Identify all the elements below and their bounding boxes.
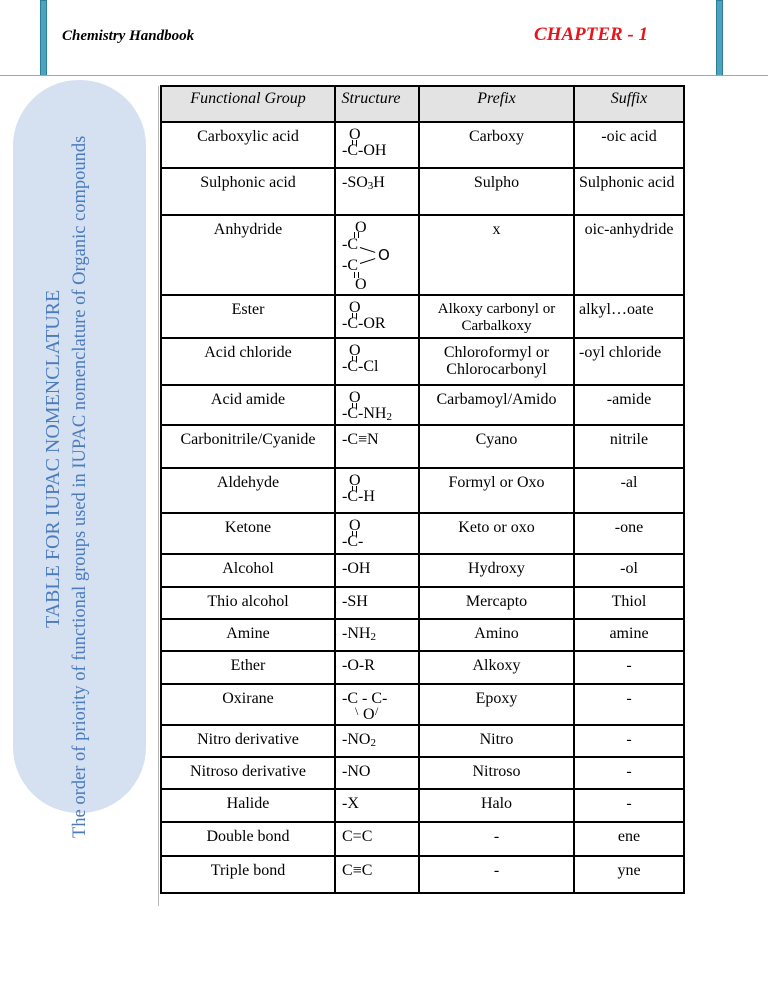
cell-prefix: Sulpho [419,168,574,215]
cell-suffix: -oic acid [574,122,684,168]
table-row [161,822,684,856]
cell-suffix: Thiol [574,587,684,619]
cell-suffix: - [574,725,684,757]
cell-structure: O -C- [335,513,419,554]
oxirane-structure-diagram: -C - C- \ O / [342,690,388,723]
cell-group: Aldehyde [161,468,335,513]
cell-group: Acid chloride [161,338,335,385]
cell-suffix: yne [574,856,684,893]
cell-suffix: - [574,684,684,725]
table-row [161,168,684,215]
cell-prefix: Carbamoyl/Amido [419,385,574,425]
table-row [161,856,684,893]
cell-structure: $-NO_2$ [335,725,419,757]
cell-structure: $-SO_3H$ [335,168,419,215]
table-row [161,122,684,168]
table-row [161,425,684,468]
table-row [161,385,684,425]
cell-suffix: ene [574,822,684,856]
table-row [161,215,684,295]
cell-group: Double bond [161,822,335,856]
cell-group: Carbonitrile/Cyanide [161,425,335,468]
cell-prefix: - [419,856,574,893]
cell-structure [335,215,419,295]
cell-prefix: Formyl or Oxo [419,468,574,513]
table-row [161,725,684,757]
cell-prefix: - [419,822,574,856]
cell-structure: O -C-OR [335,295,419,338]
sidebar-title: TABLE FOR IUPAC NOMENCLATURE [42,289,64,628]
cell-group: Alcohol [161,554,335,587]
cell-suffix: - [574,789,684,822]
cell-prefix: Nitro [419,725,574,757]
iupac-table [160,85,685,894]
cell-prefix: Chloroformyl or Chlorocarbonyl [419,338,574,385]
table-row [161,757,684,789]
table-row [161,651,684,684]
chapter-label: CHAPTER - 1 [534,24,649,45]
cell-prefix: Halo [419,789,574,822]
cell-structure: O -C-Cl [335,338,419,385]
cell-suffix: -oyl chloride [574,338,684,385]
cell-group: Nitroso derivative [161,757,335,789]
cell-group: Amine [161,619,335,651]
cell-suffix: alkyl…oate [574,295,684,338]
cell-prefix: Hydroxy [419,554,574,587]
sidebar-subtitle: The order of priority of functional groups used in IUPAC nomenclature of Organic compounds [70,135,90,838]
cell-structure: -SH [335,587,419,619]
cell-structure: -NO [335,757,419,789]
cell-group: Ketone [161,513,335,554]
book-title: Chemistry Handbook [62,28,195,44]
cell-structure: $-NH_2$ [335,619,419,651]
header-divider [0,75,768,76]
header-accent-bar-left [40,0,47,76]
cell-group: Sulphonic acid [161,168,335,215]
cell-suffix: Sulphonic acid [574,168,684,215]
cell-structure: C=C [335,822,419,856]
col-header-suffix: Suffix [574,86,684,122]
table-row [161,513,684,554]
header-accent-bar-right [716,0,723,76]
cell-structure: O $-C-NH_2$ [335,385,419,425]
cell-prefix: Epoxy [419,684,574,725]
cell-prefix: Carboxy [419,122,574,168]
cell-structure: -X [335,789,419,822]
table-row [161,295,684,338]
table-header-row [161,86,684,122]
cell-group: Thio alcohol [161,587,335,619]
table-row [161,468,684,513]
cell-prefix: Mercapto [419,587,574,619]
cell-group: Triple bond [161,856,335,893]
cell-prefix: Alkoxy carbonyl or Carbalkoxy [419,295,574,338]
cell-group: Carboxylic acid [161,122,335,168]
cell-prefix: x [419,215,574,295]
cell-group: Ester [161,295,335,338]
cell-prefix: Cyano [419,425,574,468]
table-row [161,789,684,822]
cell-suffix: -al [574,468,684,513]
table-row [161,338,684,385]
cell-suffix: - [574,757,684,789]
table-row [161,587,684,619]
col-header-functional-group: Functional Group [161,86,335,122]
cell-prefix: Keto or oxo [419,513,574,554]
cell-prefix: Amino [419,619,574,651]
margin-rule [158,86,159,906]
cell-prefix: Alkoxy [419,651,574,684]
cell-group: Ether [161,651,335,684]
cell-suffix: amine [574,619,684,651]
cell-structure: -OH [335,554,419,587]
col-header-prefix: Prefix [419,86,574,122]
cell-suffix: - [574,651,684,684]
cell-group: Halide [161,789,335,822]
cell-structure: C≡C [335,856,419,893]
cell-group: Nitro derivative [161,725,335,757]
table-row [161,684,684,725]
cell-prefix: Nitroso [419,757,574,789]
cell-suffix: oic-anhydride [574,215,684,295]
cell-group: Anhydride [161,215,335,295]
cell-structure: O -C-OH [335,122,419,168]
cell-suffix: -one [574,513,684,554]
table-row [161,554,684,587]
cell-structure: -C≡N [335,425,419,468]
cell-structure: O -C-H [335,468,419,513]
cell-group: Oxirane [161,684,335,725]
cell-group: Acid amide [161,385,335,425]
cell-suffix: nitrile [574,425,684,468]
cell-suffix: -ol [574,554,684,587]
cell-structure: -O-R [335,651,419,684]
anhydride-structure-diagram: O -C O -C O [342,219,390,293]
col-header-structure: Structure [335,86,419,122]
cell-structure [335,684,419,725]
cell-suffix: -amide [574,385,684,425]
table-row [161,619,684,651]
